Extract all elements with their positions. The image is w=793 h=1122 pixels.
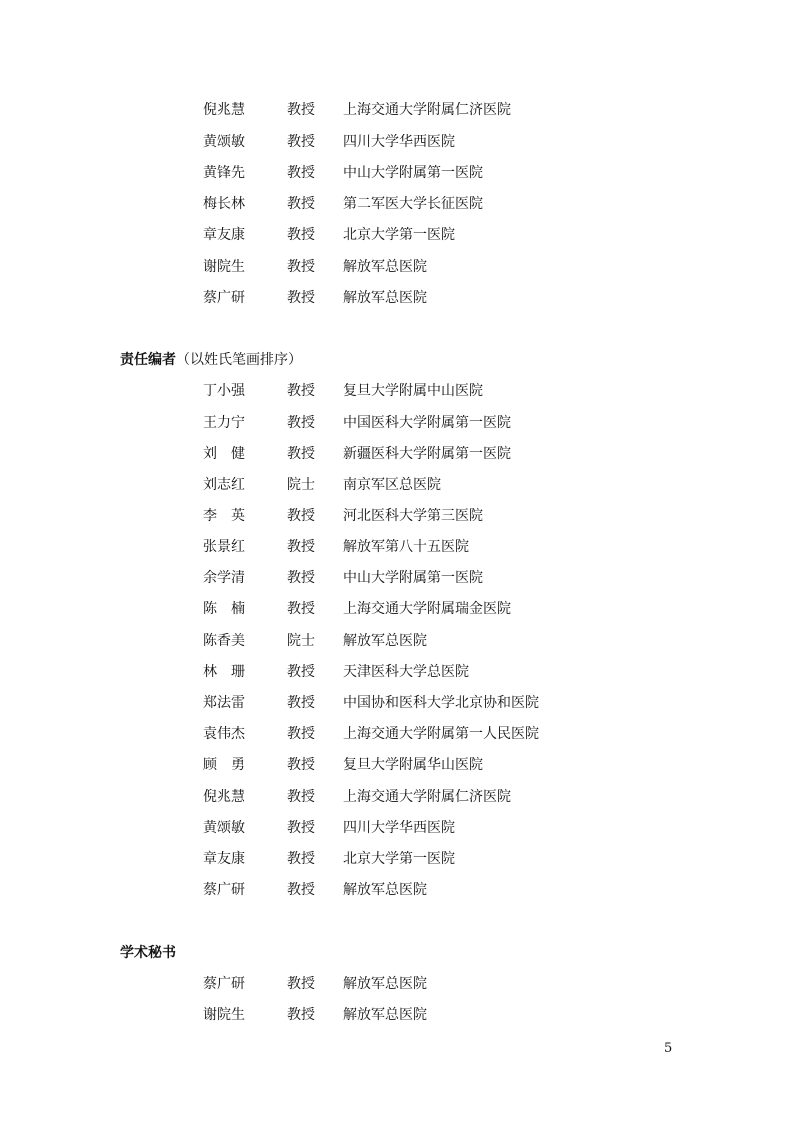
member-row — [0, 98, 793, 122]
editor-institution: 复旦大学附属中山医院 — [343, 383, 483, 399]
editor-institution: 上海交通大学附属仁济医院 — [343, 789, 511, 805]
editor-institution: 复旦大学附属华山医院 — [343, 757, 483, 773]
editor-name: 章友康 — [203, 851, 245, 867]
editor-title: 教授 — [287, 570, 315, 586]
member-title: 教授 — [287, 259, 315, 275]
editor-name: 袁伟杰 — [203, 726, 245, 742]
editor-row — [0, 411, 793, 435]
member-title: 教授 — [287, 165, 315, 181]
editor-title: 教授 — [287, 539, 315, 555]
editor-name: 刘 健 — [203, 446, 245, 462]
editor-row — [0, 442, 793, 466]
editor-title: 教授 — [287, 789, 315, 805]
editor-institution: 北京大学第一医院 — [343, 851, 455, 867]
editor-institution: 中国医科大学附属第一医院 — [343, 415, 511, 431]
member-name: 章友康 — [203, 227, 245, 243]
editor-title: 教授 — [287, 820, 315, 836]
editor-institution: 河北医科大学第三医院 — [343, 508, 483, 524]
editor-title: 教授 — [287, 757, 315, 773]
member-name: 梅长林 — [203, 196, 245, 212]
editor-institution: 上海交通大学附属瑞金医院 — [343, 601, 511, 617]
section-heading-academic-secretary — [120, 941, 176, 965]
section-heading-text: 责任编者 — [120, 352, 176, 368]
editor-row — [0, 847, 793, 871]
editor-row — [0, 722, 793, 746]
editor-name: 张景红 — [203, 539, 245, 555]
editor-name: 李 英 — [203, 508, 245, 524]
editor-name: 郑法雷 — [203, 695, 245, 711]
secretary-institution: 解放军总医院 — [343, 976, 427, 992]
editor-row — [0, 535, 793, 559]
editor-title: 教授 — [287, 415, 315, 431]
editor-institution: 四川大学华西医院 — [343, 820, 455, 836]
section-heading-note: （以姓氏笔画排序） — [176, 352, 302, 368]
editor-institution: 解放军总医院 — [343, 633, 427, 649]
member-institution: 解放军总医院 — [343, 259, 427, 275]
editor-institution: 解放军总医院 — [343, 882, 427, 898]
editor-title: 教授 — [287, 446, 315, 462]
secretary-row — [0, 972, 793, 996]
member-title: 教授 — [287, 196, 315, 212]
member-name: 黄颂敏 — [203, 134, 245, 150]
editor-name: 林 珊 — [203, 664, 245, 680]
editor-name: 黄颂敏 — [203, 820, 245, 836]
secretary-name: 谢院生 — [203, 1007, 245, 1023]
section-heading-responsible-editors — [120, 348, 302, 372]
editor-institution: 中国协和医科大学北京协和医院 — [343, 695, 539, 711]
member-title: 教授 — [287, 227, 315, 243]
editor-name: 蔡广研 — [203, 882, 245, 898]
editor-institution: 中山大学附属第一医院 — [343, 570, 483, 586]
editor-row — [0, 473, 793, 497]
secretary-name: 蔡广研 — [203, 976, 245, 992]
secretary-row — [0, 1003, 793, 1027]
editor-row — [0, 504, 793, 528]
editor-title: 教授 — [287, 851, 315, 867]
member-institution: 北京大学第一医院 — [343, 227, 455, 243]
editor-title: 院士 — [287, 477, 315, 493]
member-title: 教授 — [287, 102, 315, 118]
page-number: 5 — [664, 1041, 673, 1056]
editor-title: 教授 — [287, 695, 315, 711]
editor-row — [0, 597, 793, 621]
member-row — [0, 192, 793, 216]
editor-institution: 上海交通大学附属第一人民医院 — [343, 726, 539, 742]
editor-title: 院士 — [287, 633, 315, 649]
editor-title: 教授 — [287, 882, 315, 898]
secretary-title: 教授 — [287, 976, 315, 992]
member-title: 教授 — [287, 134, 315, 150]
member-institution: 第二军医大学长征医院 — [343, 196, 483, 212]
member-institution: 解放军总医院 — [343, 290, 427, 306]
editor-name: 余学清 — [203, 570, 245, 586]
member-name: 蔡广研 — [203, 290, 245, 306]
editor-row — [0, 816, 793, 840]
secretary-institution: 解放军总医院 — [343, 1007, 427, 1023]
editor-name: 王力宁 — [203, 415, 245, 431]
member-row — [0, 223, 793, 247]
member-row — [0, 286, 793, 310]
editor-name: 陈香美 — [203, 633, 245, 649]
editor-name: 刘志红 — [203, 477, 245, 493]
editor-row — [0, 629, 793, 653]
member-name: 倪兆慧 — [203, 102, 245, 118]
editor-institution: 解放军第八十五医院 — [343, 539, 469, 555]
editor-row — [0, 379, 793, 403]
editor-name: 倪兆慧 — [203, 789, 245, 805]
secretary-title: 教授 — [287, 1007, 315, 1023]
member-title: 教授 — [287, 290, 315, 306]
editor-institution: 天津医科大学总医院 — [343, 664, 469, 680]
editor-row — [0, 878, 793, 902]
editor-name: 丁小强 — [203, 383, 245, 399]
member-institution: 上海交通大学附属仁济医院 — [343, 102, 511, 118]
member-row — [0, 130, 793, 154]
editor-title: 教授 — [287, 601, 315, 617]
editor-row — [0, 566, 793, 590]
editor-row — [0, 785, 793, 809]
editor-institution: 新疆医科大学附属第一医院 — [343, 446, 511, 462]
editor-title: 教授 — [287, 726, 315, 742]
member-institution: 中山大学附属第一医院 — [343, 165, 483, 181]
member-institution: 四川大学华西医院 — [343, 134, 455, 150]
editor-name: 顾 勇 — [203, 757, 245, 773]
editor-row — [0, 753, 793, 777]
editor-title: 教授 — [287, 508, 315, 524]
member-row — [0, 161, 793, 185]
section-heading-text: 学术秘书 — [120, 945, 176, 961]
editor-row — [0, 660, 793, 684]
editor-title: 教授 — [287, 664, 315, 680]
editor-row — [0, 691, 793, 715]
member-name: 黄锋先 — [203, 165, 245, 181]
editor-title: 教授 — [287, 383, 315, 399]
member-row — [0, 255, 793, 279]
editor-institution: 南京军区总医院 — [343, 477, 441, 493]
member-name: 谢院生 — [203, 259, 245, 275]
editor-name: 陈 楠 — [203, 601, 245, 617]
